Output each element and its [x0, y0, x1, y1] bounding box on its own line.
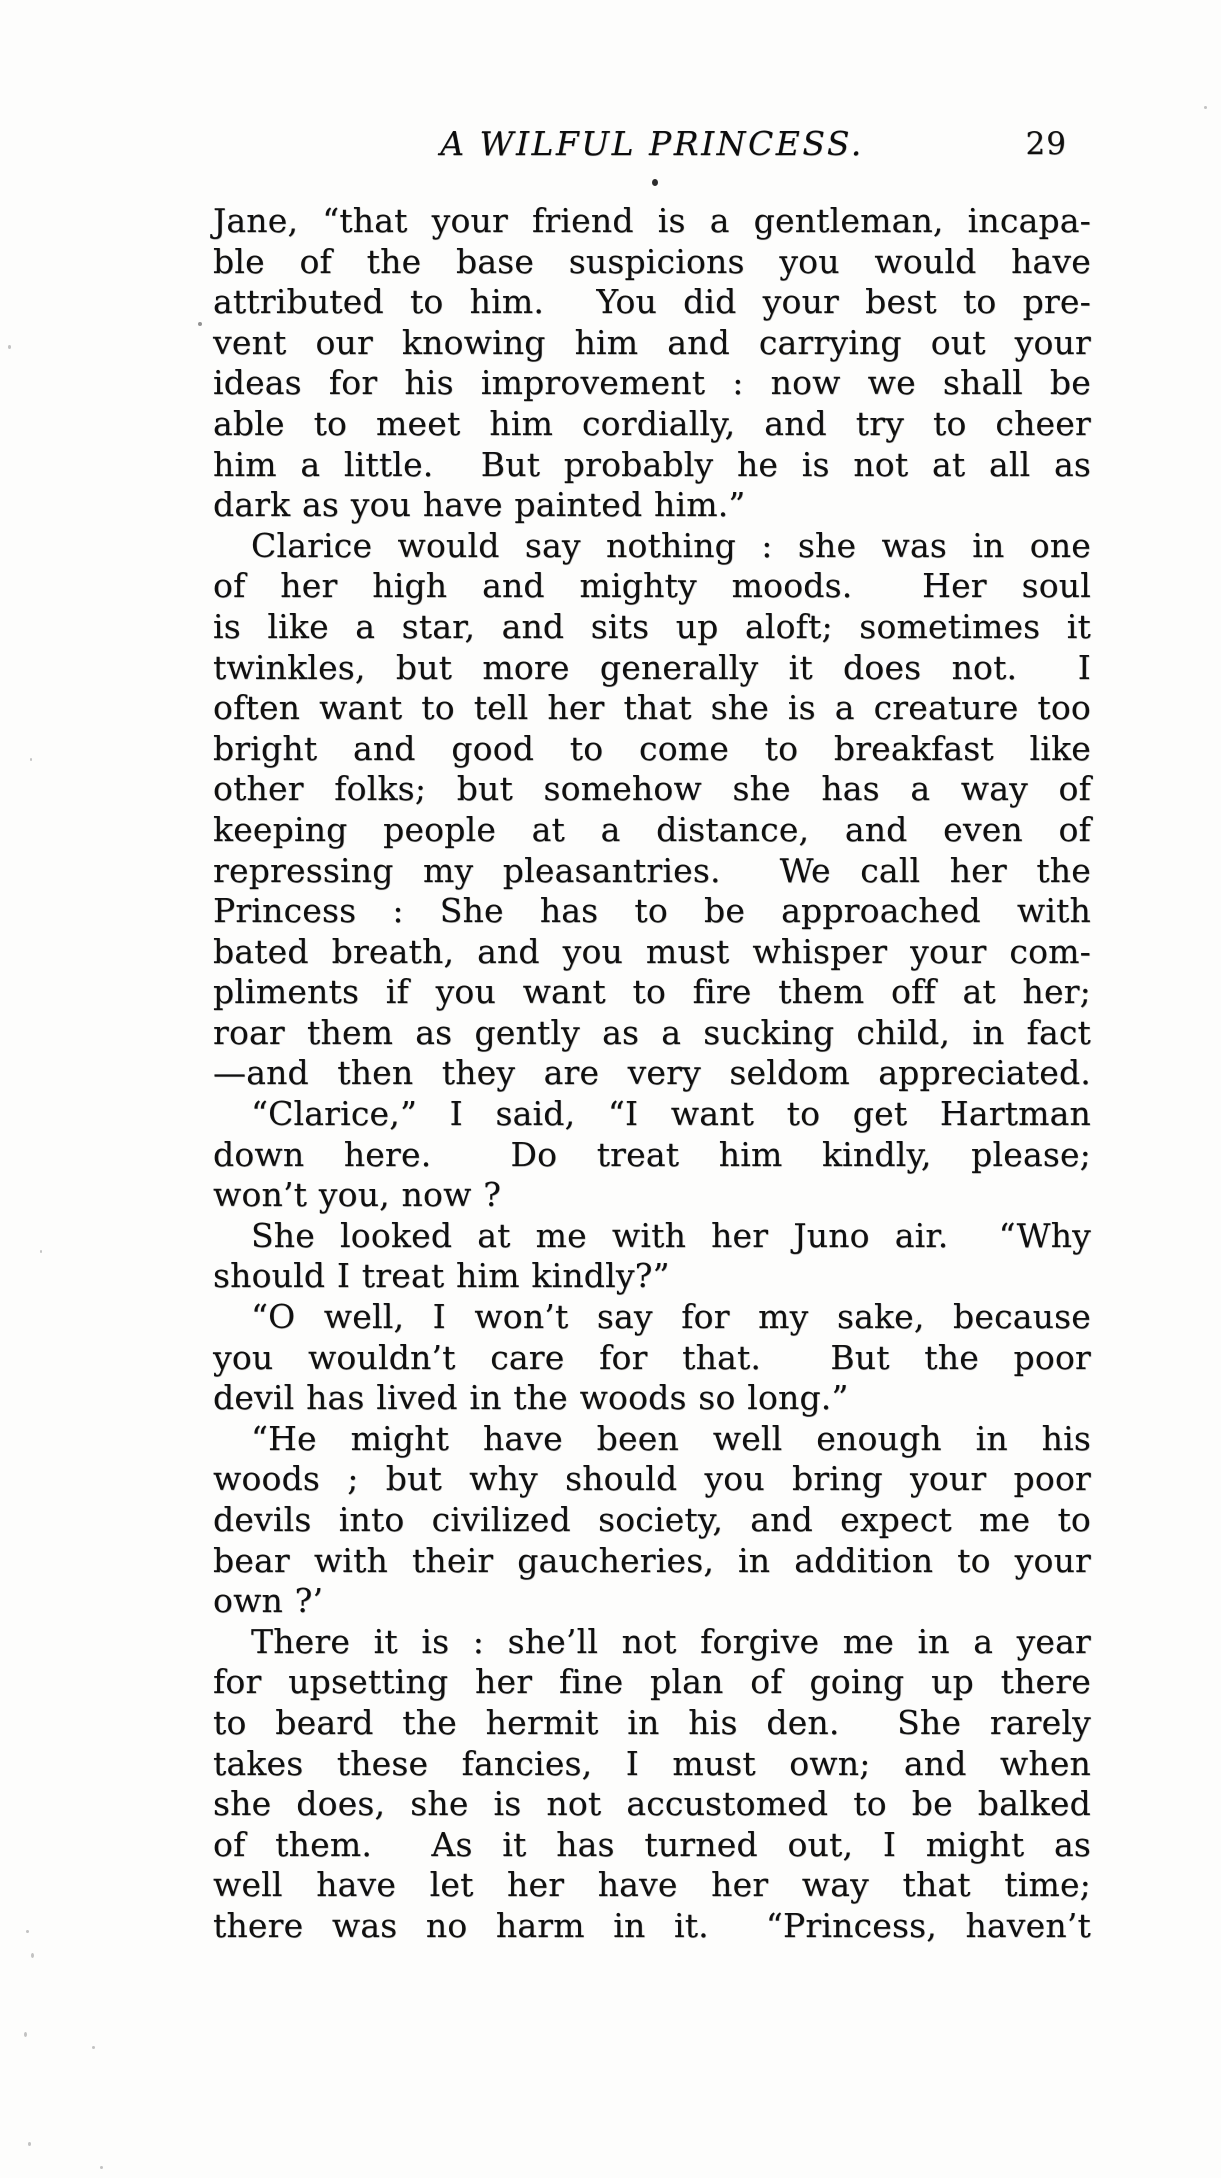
text-line: woods ; but why should you bring your poor: [213, 1459, 1091, 1499]
text-line: pliments if you want to fire them off at her;: [213, 972, 1091, 1012]
text-line: “O well, I won’t say for my sake, because: [251, 1297, 1091, 1337]
running-header: [213, 124, 1091, 168]
text-line: often want to tell her that she is a creature too: [213, 688, 1091, 728]
text-line: devil has lived in the woods so long.”: [213, 1378, 849, 1418]
text-line: “Clarice,” I said, “I want to get Hartman: [251, 1094, 1091, 1134]
text-line: dark as you have painted him.”: [213, 485, 746, 525]
text-line: able to meet him cordially, and try to cheer: [213, 403, 1091, 443]
scan-speck: [100, 2166, 103, 2169]
text-line: Jane, “that your friend is a gentleman, incapa-: [213, 201, 1091, 240]
paragraph: [213, 1419, 1091, 1622]
text-line: devils into civilized society, and expect me to: [213, 1500, 1091, 1539]
text-line: there was no harm in it. “Princess, haven’t: [213, 1905, 1091, 1945]
paragraph: [213, 526, 1091, 1094]
text-line: own ?’: [213, 1581, 324, 1621]
scan-speck: [1204, 106, 1207, 109]
text-line: you wouldn’t care for that. But the poor: [213, 1337, 1091, 1377]
page-number: 29: [1025, 126, 1067, 162]
chapter-title: A WILFUL PRINCESS.: [440, 124, 864, 163]
scan-speck: [30, 758, 32, 761]
text-line: for upsetting her fine plan of going up there: [213, 1662, 1091, 1702]
text-line: down here. Do treat him kindly, please;: [213, 1134, 1091, 1174]
scan-speck: [28, 2142, 31, 2146]
paragraph: [213, 1094, 1091, 1216]
text-line: takes these fancies, I must own; and when: [213, 1743, 1091, 1783]
text-line: “He might have been well enough in his: [251, 1418, 1091, 1458]
text-line: won’t you, now ?: [213, 1175, 502, 1215]
text-line: She looked at me with her Juno air. “Why: [251, 1215, 1091, 1255]
scan-speck: [198, 322, 202, 326]
text-line: ideas for his improvement : now we shall be: [213, 363, 1091, 403]
text-line: of her high and mighty moods. Her soul: [213, 566, 1091, 606]
text-line: him a little. But probably he is not at all as: [213, 444, 1091, 484]
paragraph: [213, 1297, 1091, 1419]
text-line: ble of the base suspicions you would have: [213, 241, 1091, 281]
text-line: to beard the hermit in his den. She rarely: [213, 1702, 1091, 1742]
ink-dot-ornament: [652, 179, 658, 186]
text-line: attributed to him. You did your best to pre-: [213, 282, 1091, 322]
scan-speck: [40, 1250, 42, 1253]
text-line: of them. As it has turned out, I might as: [213, 1824, 1091, 1864]
text-line: repressing my pleasantries. We call her the: [213, 850, 1091, 890]
text-line: keeping people at a distance, and even of: [213, 809, 1091, 849]
paragraph: [213, 1216, 1091, 1297]
text-line: other folks; but somehow she has a way of: [213, 769, 1091, 809]
scan-speck: [92, 2046, 95, 2049]
scan-speck: [24, 2032, 27, 2037]
text-line: There it is : she’ll not forgive me in a year: [251, 1621, 1091, 1661]
paragraph: [213, 1622, 1091, 1947]
text-line: twinkles, but more generally it does not. I: [213, 647, 1091, 687]
text-line: —and then they are very seldom appreciated.: [213, 1053, 1091, 1093]
text-line: vent our knowing him and carrying out your: [213, 322, 1091, 362]
text-line: Clarice would say nothing : she was in one: [251, 525, 1091, 565]
scan-speck: [26, 1930, 29, 1933]
text-line: Princess : She has to be approached with: [213, 891, 1091, 931]
text-line: is like a star, and sits up aloft; sometimes it: [213, 606, 1091, 646]
text-line: should I treat him kindly?”: [213, 1256, 670, 1296]
text-line: bear with their gaucheries, in addition to your: [213, 1540, 1091, 1580]
text-line: bright and good to come to breakfast like: [213, 728, 1091, 768]
text-line: roar them as gently as a sucking child, in fact: [213, 1012, 1091, 1052]
scan-speck: [31, 1953, 34, 1958]
text-block: [213, 201, 1091, 1947]
text-line: bated breath, and you must whisper your com-: [213, 931, 1091, 971]
paragraph: [213, 201, 1091, 526]
text-line: she does, she is not accustomed to be balked: [213, 1784, 1091, 1824]
text-line: well have let her have her way that time;: [213, 1865, 1091, 1905]
scan-speck: [8, 345, 11, 349]
